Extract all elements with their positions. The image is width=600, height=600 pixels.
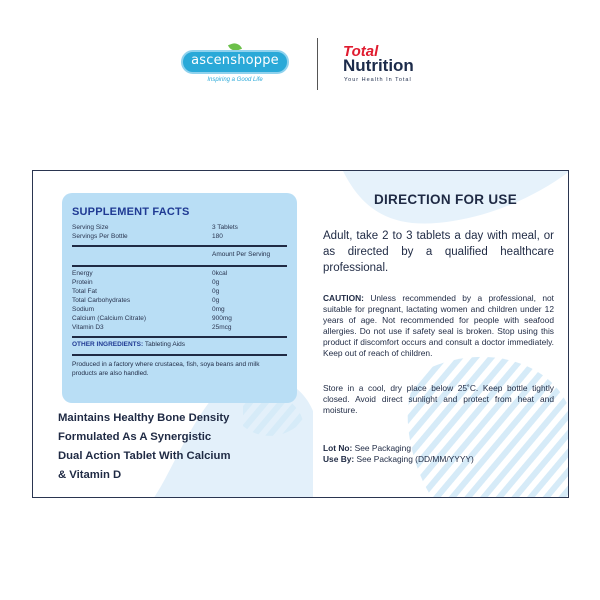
nutrient-value: 25mcg xyxy=(212,324,232,331)
total-nutrition-line2: Nutrition xyxy=(343,56,414,75)
facts-label: Serving Size xyxy=(72,224,109,231)
nutrient-label: Total Fat xyxy=(72,288,97,295)
amount-per-serving-row xyxy=(72,250,287,262)
facts-value: 3 Tablets xyxy=(212,224,238,231)
nutrient-row xyxy=(72,315,287,324)
directions-text: Adult, take 2 to 3 tablets a day with meal, or as directed by a qualified healthcare professional. xyxy=(323,230,554,274)
lot-number-value: See Packaging xyxy=(354,443,411,453)
nutrient-label: Energy xyxy=(72,270,93,277)
total-nutrition-tagline: Your Health In Total xyxy=(344,77,412,83)
nutrient-row xyxy=(72,270,287,279)
product-label xyxy=(32,170,569,498)
nutrient-row xyxy=(72,279,287,288)
nutrient-value: 0mg xyxy=(212,306,225,313)
ascenshoppe-tagline: Inspiring a Good Life xyxy=(207,77,263,83)
nutrient-row xyxy=(72,306,287,315)
ascenshoppe-logo xyxy=(181,50,289,90)
nutrient-value: 0g xyxy=(212,279,220,286)
ascenshoppe-name: ascenshoppe xyxy=(191,53,279,68)
claim-line: Formulated As A Synergistic xyxy=(58,431,212,443)
facts-value: 180 xyxy=(212,233,223,240)
supplement-facts-title: SUPPLEMENT FACTS xyxy=(72,206,190,218)
storage-text: Store in a cool, dry place below 25˚C. Keep bottle tightly closed. Avoid direct sunlight and protect from heat and moisture. xyxy=(323,383,554,415)
caution-label: CAUTION: xyxy=(323,293,364,303)
use-by-value: See Packaging (DD/MM/YYYY) xyxy=(356,454,474,464)
lot-number-label: Lot No: xyxy=(323,443,353,453)
amount-per-serving-header: Amount Per Serving xyxy=(212,251,271,258)
nutrient-row xyxy=(72,288,287,297)
nutrient-value: 0kcal xyxy=(212,270,228,277)
directions-title: DIRECTION FOR USE xyxy=(373,192,518,207)
lot-info xyxy=(323,443,563,465)
nutrient-row xyxy=(72,297,287,306)
logo-divider xyxy=(317,38,318,90)
nutrient-value: 900mg xyxy=(212,315,232,322)
nutrient-row xyxy=(72,324,287,333)
claim-line: & Vitamin D xyxy=(58,469,122,481)
facts-label: Servings Per Bottle xyxy=(72,233,128,240)
facts-divider xyxy=(72,265,287,267)
nutrient-value: 0g xyxy=(212,297,220,304)
caution-body: Unless recommended by a professional, not suitable for pregnant, lactating women and children under 12 years of age. Not recommended for people with seafood allergies. Do not use if safety seal is broken. Stop using this product if discomfort occurs and consult a doctor immediately. Keep out of reach of children. xyxy=(323,293,555,358)
supplement-facts-panel xyxy=(62,193,297,403)
nutrient-label: Protein xyxy=(72,279,93,286)
facts-row xyxy=(72,224,287,233)
facts-row xyxy=(72,233,287,242)
claim-line: Dual Action Tablet With Calcium xyxy=(58,450,231,462)
facts-divider xyxy=(72,245,287,247)
other-ingredients-label: OTHER INGREDIENTS: xyxy=(72,341,144,348)
facts-divider xyxy=(72,336,287,338)
use-by-label: Use By: xyxy=(323,454,355,464)
nutrient-label: Sodium xyxy=(72,306,95,313)
brand-header xyxy=(0,30,600,100)
total-nutrition-line1: Total xyxy=(343,43,379,60)
nutrient-value: 0g xyxy=(212,288,220,295)
facts-divider xyxy=(72,354,287,356)
other-ingredients xyxy=(72,341,287,351)
product-claims xyxy=(58,409,308,485)
nutrient-label: Calcium (Calcium Citrate) xyxy=(72,315,147,322)
nutrient-label: Vitamin D3 xyxy=(72,324,104,331)
total-nutrition-logo xyxy=(343,44,443,88)
nutrient-label: Total Carbohydrates xyxy=(72,297,131,304)
claim-line: Maintains Healthy Bone Density xyxy=(58,412,230,424)
caution-text xyxy=(323,293,554,359)
allergen-note: Produced in a factory where crustacea, fish, soya beans and milk products are also handled. xyxy=(72,361,260,377)
use-by-row xyxy=(323,454,563,465)
lot-number-row xyxy=(323,443,563,454)
other-ingredients-value: Tableting Aids xyxy=(144,341,185,348)
